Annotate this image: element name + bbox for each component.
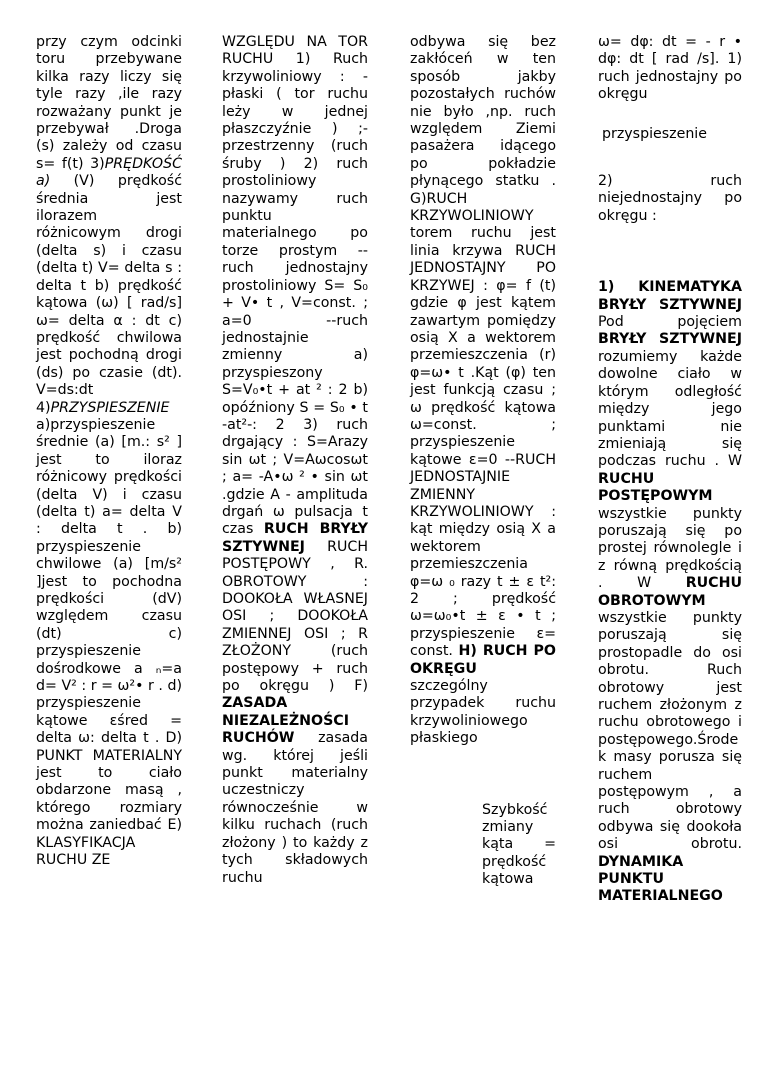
paragraph-text: wszystkie punkty poruszają się prostopadle do osi obrotu. Ruch obrotowy jest ruchem złożonym z ruchu obrotowego i postępowego.Środek masy porusza się ruchem postępowym , a ruch obrotowy odbywa się dookoła osi obrotu. (598, 609, 742, 853)
heading-predkosc: PRĘDKOŚĆ a) (36, 155, 182, 190)
text-column-2 (222, 34, 368, 887)
heading-ruch-bryly: RUCH BRYŁY SZTYWNEJ (222, 521, 369, 555)
blank-space (598, 104, 742, 126)
heading-przyspieszenie: PRZYSPIESZENIE (50, 399, 170, 416)
paragraph-text: ω= dφ: dt = - r • dφ: dt [ rad /s]. 1) ruch jednostajny po okręgu (598, 34, 742, 103)
blank-space (410, 748, 556, 802)
paragraph-text: RUCH POSTĘPOWY , R. OBROTOWY : DOOKOŁA WŁASNEJ OSI ; DOOKOŁA ZMIENNEJ OSI ; R ZŁOŻONY (ruch postępowy + ruch po okręgu ) F) (222, 538, 368, 695)
heading-kinematyka: 1) KINEMATYKA BRYŁY SZTYWNEJ (598, 279, 742, 313)
paragraph-text: Pod pojęciem (598, 314, 742, 331)
heading-zasada: ZASADA NIEZALEŻNOŚCI RUCHÓW (222, 695, 349, 747)
text-column-4 (598, 34, 742, 906)
paragraph-text: (V) prędkość średnia jest ilorazem różnicowym drogi (delta s) i czasu (delta t) V= delta s : delta t b) prędkość kątowa (ω) [ rad/s] ω= delta α : dt c) prędkość chwilowa jest pochodną drogi (ds) po czasie (dt). V=ds:dt 4) (36, 173, 182, 416)
paragraph-text: a)przyspieszenie średnie (a) [m.: s² ] jest to iloraz różnicowy prędkości (delta V) i czasu (delta t) a= delta V : delta t . b) przyspieszenie chwilowe (a) [m/s² ]jest to pochodna prędkości (dV) względem czasu (dt) c) przyspieszenie dośrodkowe a ₙ=a d= V² : r = ω²• r . d) przyspieszenie kątowe εśred = delta ω: delta t . D) PUNKT MATERIALNY jest to ciało obdarzone masą , którego rozmiary można zaniedbać E) KLASYFIKACJA RUCHU ZE (36, 416, 182, 869)
paragraph-text: rozumiemy każde dowolne ciało w którym odległość między jego punktami nie zmieniają się podczas ruchu . W (598, 348, 742, 470)
text-column-3 (410, 34, 556, 889)
blank-space (598, 225, 742, 279)
term-bryly-sztywnej: BRYŁY SZTYWNEJ (598, 331, 742, 348)
paragraph-text: szczególny przypadek ruchu krzywoliniowego płaskiego (410, 678, 556, 747)
heading-dynamika: DYNAMIKA PUNKTU MATERIALNEGO (598, 853, 723, 905)
term-ruchu-obrotowym: RUCHU OBROTOWYM (598, 575, 742, 609)
text-column-1 (36, 34, 182, 870)
paragraph-text: WZGLĘDU NA TOR RUCHU 1) Ruch krzywoliniowy : -płaski ( tor ruchu leży w jednej płaszczyźnie ) ;- przestrzenny (ruch śruby ) 2) ruch prostoliniowy nazywamy ruch punktu materialnego po torze prostym -- ruch jednostajny prostoliniowy S= S₀ + V• t , V=const. ; a=0 --ruch jednostajnie zmienny a) przyspieszony S=V₀•t + at ² : 2 b) opóźniony S = S₀ • t -at²-: 2 3) ruch drgający : S=Arazy sin ωt ; V=Aωcosωt ; a= -A•ω ² • sin ωt .gdzie A - amplituda drgań ω pulsacja t czas (222, 34, 368, 538)
paragraph-text: Szybkość zmiany kąta = prędkość kątowa (482, 801, 556, 888)
term-ruchu-postepowym: RUCHU POSTĘPOWYM (598, 470, 713, 505)
paragraph-text: odbywa się bez zakłóceń w ten sposób jakby pozostałych ruchów nie było ,np. ruch względem Ziemi pasażera idącego po pokładzie płynącego statku . G)RUCH KRZYWOLINIOWY torem ruchu jest linia krzywa RUCH JEDNOSTAJNY PO KRZYWEJ : φ= f (t) gdzie φ jest kątem zawartym pomiędzy osią X a wektorem przemieszczenia (r) φ=ω• t .Kąt (φ) ten jest funkcją czasu ; ω prędkość kątowa ω=const. ; przyspieszenie kątowe ε=0 --RUCH JEDNOSTAJNIE ZMIENNY KRZYWOLINIOWY : kąt między osią X a wektorem przemieszczenia φ=ω ₀ razy t ± ε t²: 2 ; prędkość ω=ω₀•t ± ε • t ; przyspieszenie ε= const. (410, 34, 556, 660)
paragraph-text: 2) ruch niejednostajny po okręgu : (598, 173, 742, 224)
heading-ruch-po-okregu: H) RUCH PO OKRĘGU (410, 643, 556, 677)
blank-space (598, 143, 742, 173)
paragraph-text: przy czym odcinki toru przebywane kilka razy liczy się tyle razy ,ile razy rozważany punkt je przebywał .Droga (s) zależy od czasu s= f(t) 3) (36, 34, 182, 172)
label-przyspieszenie: przyspieszenie (602, 125, 707, 142)
paragraph-text: zasada wg. której jeśli punkt materialny uczestniczy równocześnie w kilku ruchach (ruch złożony ) to każdy z tych składowych ruchu (222, 730, 368, 886)
paragraph-text: wszystkie punkty poruszają się po prostej równolegle i z równą prędkością . W (598, 505, 742, 592)
